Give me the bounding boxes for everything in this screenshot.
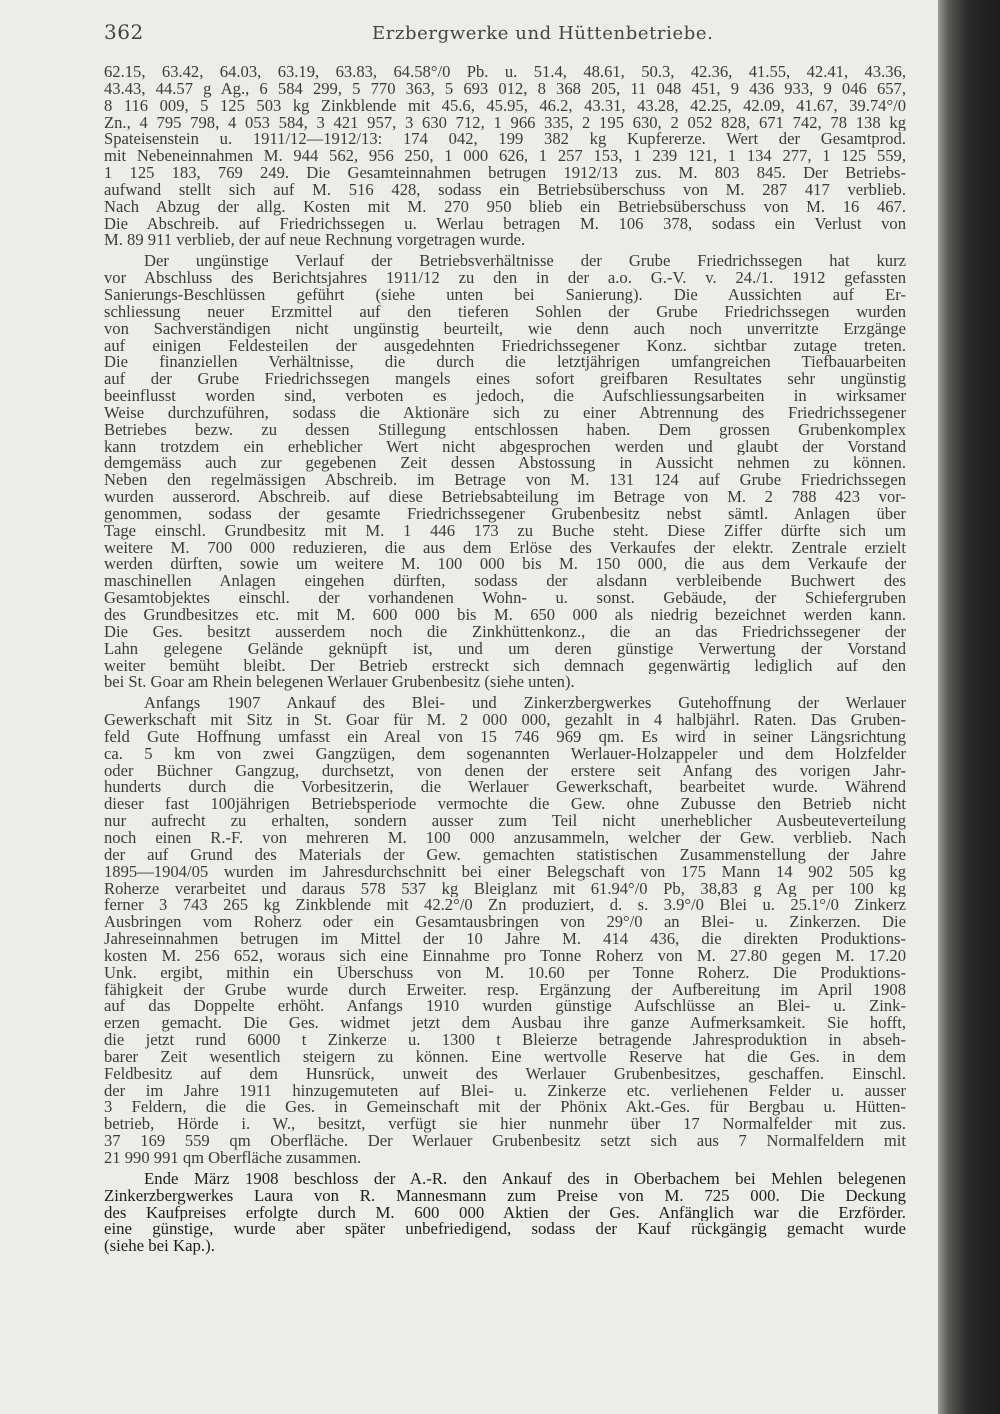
text-line: 3 Feldern, die die Ges. in Gemeinschaft mit der Phönix Akt.-Ges. für Bergbau u. Hütten-: [104, 1099, 906, 1117]
text-line: Die Abschreib. auf Friedrichssegen u. Werlau betragen M. 106 378, sodass ein Verlust von: [104, 215, 906, 233]
text-line: noch einen R.-F. von mehreren M. 100 000 anzusammeln, welcher der Gew. verblieb. Nach: [104, 829, 906, 847]
text-line: feld Gute Hoffnung umfasst ein Areal von 15 746 969 qm. Es wird in seiner Längsrichtung: [104, 728, 906, 746]
text-line: Spateisenstein u. 1911/12—1912/13: 174 042, 199 382 kg Kupfererze. Wert der Gesamtprod.: [104, 131, 906, 149]
paragraph-laura-purchase: [104, 1171, 906, 1255]
text-line: Betriebes bezw. zu dessen Stillegung entschlossen haben. Dem grossen Grubenkomplex: [104, 421, 906, 439]
running-title: Erzbergwerke und Hüttenbetriebe.: [372, 23, 714, 44]
text-line: betrieb, Hörde i. W., besitzt, verfügt sie hier nunmehr über 17 Normalfelder mit zus.: [104, 1116, 906, 1134]
text-line: Ausbringen vom Roherz oder ein Gesamtausbringen von 29°/0 an Blei- u. Zinkerzen. Die: [104, 914, 906, 932]
text-line: maschinellen Anlagen eingehen dürften, sodass der alsdann verbleibende Buchwert des: [104, 573, 906, 591]
text-line: Feldbesitz auf dem Hunsrück, unweit des Werlauer Grubenbesitzes, geschaffen. Einschl.: [104, 1065, 906, 1083]
text-line: auf einigen Feldesteilen der ausgedehnten Friedrichssegener Konz. sichtbar zutage treten.: [104, 337, 906, 355]
page-number: 362: [104, 20, 144, 44]
text-line: kosten M. 256 652, woraus sich eine Einnahme pro Tonne Roherz von M. 27.80 gegen M. 17.20: [104, 947, 906, 965]
paragraph-werlau-purchase: [104, 695, 906, 1167]
text-line: 62.15, 63.42, 64.03, 63.19, 63.83, 64.58°/0 Pb. u. 51.4, 48.61, 50.3, 42.36, 41.55, 42.41, 43.36,: [104, 64, 906, 81]
text-line: der im Jahre 1911 hinzugemuteten auf Blei- u. Zinkerze etc. verliehenen Felder u. ausser: [104, 1082, 906, 1100]
text-line: genommen, sodass der gesamte Friedrichssegener Grubenbesitz nebst sämtl. Anlagen über: [104, 505, 906, 523]
text-line: Neben den regelmässigen Abschreib. im Betrage von M. 131 124 auf Grube Friedrichssegen: [104, 472, 906, 490]
text-line: weiter bemüht bleibt. Der Betrieb erstreckt sich demnach gegenwärtig lediglich auf den: [104, 657, 906, 675]
text-line: 8 116 009, 5 125 503 kg Zinkblende mit 45.6, 45.95, 46.2, 43.31, 43.28, 42.25, 42.09, 41.67, 39.74°/0: [104, 97, 906, 115]
text-line: Der ungünstige Verlauf der Betriebsverhältnisse der Grube Friedrichssegen hat kurz: [144, 253, 906, 271]
text-line: Tage einschl. Grundbesitz mit M. 1 446 173 zu Buche steht. Diese Ziffer dürfte sich um: [104, 522, 906, 540]
text-line: werden dürften, sowie um weitere M. 100 000 bis M. 150 000, die aus dem Verkaufe der: [104, 556, 906, 574]
text-line: oder Büchner Gangzug, durchsetzt, von denen der erstere seit Anfang des vorigen Jahr-: [104, 762, 906, 780]
text-line: Roherze verarbeitet und daraus 578 537 kg Bleiglanz mit 61.94°/0 Pb, 38,83 g Ag per 100 kg: [104, 880, 906, 898]
text-line: Sanierungs-Beschlüssen geführt (siehe unten bei Sanierung). Die Aussichten auf Er-: [104, 286, 906, 304]
text-line: hunderts durch die Vorbesitzerin, die Werlauer Gewerkschaft, bearbeitet wurde. Während: [104, 779, 906, 797]
text-line: (siehe bei Kap.).: [104, 1238, 215, 1256]
text-line: 1 125 183, 769 249. Die Gesamteinnahmen betrugen 1912/13 zus. M. 803 845. Der Betriebs-: [104, 165, 906, 182]
text-line: Zinkerzbergwerkes Laura von R. Mannesmann zum Preise von M. 725 000. Die Deckung: [104, 1187, 906, 1205]
text-line: Ende März 1908 beschloss der A.-R. den Ankauf des in Oberbachem bei Mehlen belegenen: [144, 1170, 906, 1188]
text-line: 21 990 991 qm Oberfläche zusammen.: [104, 1150, 362, 1167]
text-line: auf das Doppelte erhöht. Anfangs 1910 wurden günstige Aufschlüsse an Blei- u. Zink-: [104, 998, 906, 1016]
text-line: Gewerkschaft mit Sitz in St. Goar für M. 2 000 000, gezahlt in 4 halbjährl. Raten. Das Gruben-: [104, 712, 906, 729]
scan-dark-edge: [938, 0, 1000, 1414]
text-line: ca. 5 km von zwei Gangzügen, dem sogenannten Werlauer-Holzappeler und dem Holzfelder: [104, 745, 906, 763]
text-line: vor Abschluss des Berichtsjahres 1911/12 zu den in der a.o. G.-V. v. 24./1. 1912 gefassten: [104, 270, 906, 287]
text-line: 43.43, 44.57 g Ag., 6 584 299, 5 770 363, 5 693 012, 8 368 205, 11 048 451, 9 436 933, 9 046 657,: [104, 80, 906, 98]
text-line: der auf Grund des Materials der Gew. gemachten statistischen Zusammenstellung der Jahre: [104, 846, 906, 864]
text-line: Lahn gelegene Gelände geknüpft ist, und um deren günstige Verwertung der Vorstand: [104, 640, 906, 658]
text-line: weitere M. 700 000 reduzieren, die aus dem Erlöse des Verkaufes der elektr. Zentrale erzielt: [104, 539, 906, 557]
text-line: Die Ges. besitzt ausserdem noch die Zinkhüttenkonz., die an das Friedrichssegener der: [104, 623, 906, 641]
text-line: von Sachverständigen nicht ungünstig beurteilt, wie denn auch noch unverritzte Erzgänge: [104, 320, 906, 338]
text-line: auf der Grube Friedrichssegen mangels eines sofort greifbaren Resultates sehr ungünstig: [104, 371, 906, 389]
text-line: beeinflusst worden sind, verboten es jedoch, die Aufschliessungsarbeiten in wirksamer: [104, 388, 906, 405]
text-line: Die finanziellen Verhältnisse, die durch die letztjährigen umfangreichen Tiefbauarbeiten: [104, 354, 906, 372]
page-header: [0, 20, 1000, 50]
text-line: barer Zeit wesentlich steigern zu können. Eine wertvolle Reserve hat die Ges. in dem: [104, 1048, 906, 1066]
text-line: fähigkeit der Grube wurde durch Erweiter. resp. Ergänzung der Aufbereitung im April 1908: [104, 981, 906, 999]
text-line: des Kaufpreises erfolgte durch M. 600 000 Aktien der Ges. Anfänglich war die Erzförder.: [104, 1204, 906, 1222]
text-line: Nach Abzug der allg. Kosten mit M. 270 950 blieb ein Betriebsüberschuss von M. 16 467.: [104, 198, 906, 216]
text-line: Zn., 4 795 798, 4 053 584, 3 421 957, 3 630 712, 1 966 335, 2 195 630, 2 052 828, 671 742, 78 138 kg: [104, 114, 906, 132]
text-line: aufwand stellt sich auf M. 516 428, sodass ein Betriebsüberschuss von M. 287 417 verblieb.: [104, 181, 906, 199]
text-line: 1895—1904/05 wurden im Jahresdurchschnitt bei einer Belegschaft von 175 Mann 14 902 505 kg: [104, 863, 906, 881]
body-text: [104, 64, 906, 1255]
text-line: mit Nebeneinnahmen M. 944 562, 956 250, 1 000 626, 1 257 153, 1 239 121, 1 134 277, 1 125 559,: [104, 148, 906, 166]
text-line: Gesamtobjektes einschl. der vorhandenen Wohn- u. sonst. Gebäude, der Schiefergruben: [104, 590, 906, 607]
text-line: demgemäss auch zur gegebenen Zeit dessen Abstossung in Aussicht nehmen zu können.: [104, 455, 906, 473]
text-line: Anfangs 1907 Ankauf des Blei- und Zinkerzbergwerkes Gutehoffnung der Werlauer: [144, 695, 906, 713]
text-line: des Grundbesitzes etc. mit M. 600 000 bis M. 650 000 als niedrig bezeichnet werden kann.: [104, 607, 906, 624]
text-line: eine günstige, wurde aber später unbefriedigend, sodass der Kauf rückgängig gemacht wurde: [104, 1221, 906, 1239]
paragraph-friedrichssegen: [104, 253, 906, 691]
text-line: nur aufrecht zu erhalten, sondern ausser zum Teil nicht unerheblicher Ausbeuteverteilung: [104, 813, 906, 830]
text-line: 37 169 559 qm Oberfläche. Der Werlauer Grubenbesitz setzt sich aus 7 Normalfeldern mit: [104, 1133, 906, 1150]
text-line: die jetzt rund 6000 t Zinkerze u. 1300 t Bleierze betragende Jahresproduktion in abseh-: [104, 1032, 906, 1049]
text-line: M. 89 911 verblieb, der auf neue Rechnung vorgetragen wurde.: [104, 232, 526, 250]
text-line: erzen gemacht. Die Ges. widmet jetzt dem Ausbau ihre ganze Aufmerksamkeit. Sie hofft,: [104, 1015, 906, 1033]
text-line: bei St. Goar am Rhein belegenen Werlauer Grubenbesitz (siehe unten).: [104, 674, 575, 692]
paragraph-production-figures: [104, 64, 906, 249]
text-line: Jahreseinnahmen betrugen im Mittel der 10 Jahre M. 414 436, die direkten Produktions-: [104, 931, 906, 948]
text-line: Weise durchzuführen, sodass die Aktionäre sich zu einer Abtrennung des Friedrichssegener: [104, 404, 906, 422]
text-line: wurden ausserord. Abschreib. auf diese Betriebsabteilung im Betrage von M. 2 788 423 vor-: [104, 489, 906, 506]
text-line: kann trotzdem ein erheblicher Wert nicht abgesprochen werden und glaubt der Vorstand: [104, 438, 906, 456]
text-line: ferner 3 743 265 kg Zinkblende mit 42.2°/0 Zn produziert, d. s. 3.9°/0 Blei u. 25.1°/0 Zinkerz: [104, 897, 906, 915]
text-line: dieser fast 100jährigen Betriebsperiode vermochte die Gew. ohne Zubusse den Betrieb nicht: [104, 796, 906, 814]
text-line: schliessung neuer Erzmittel auf den tieferen Sohlen der Grube Friedrichssegen wurden: [104, 303, 906, 321]
text-line: Unk. ergibt, mithin ein Überschuss von M. 10.60 per Tonne Roherz. Die Produktions-: [104, 964, 906, 982]
